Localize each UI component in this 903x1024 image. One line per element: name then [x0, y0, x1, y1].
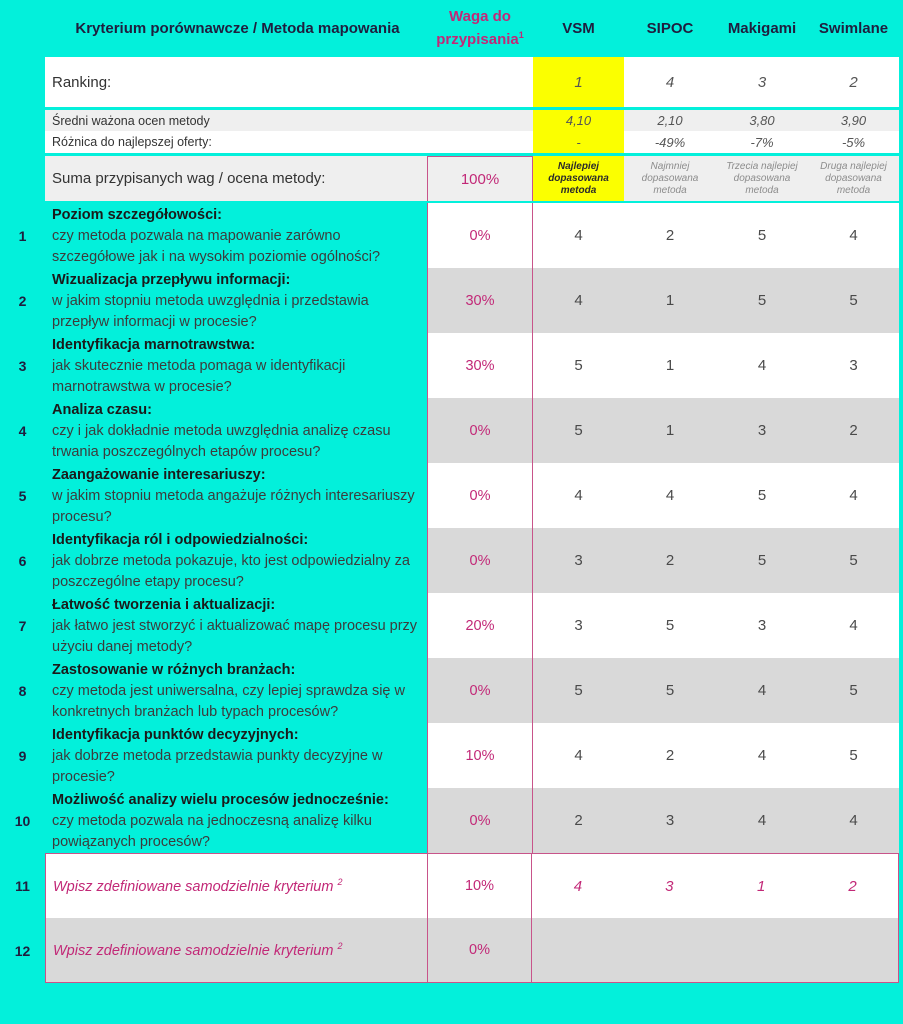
score-makigami: 5	[716, 268, 808, 333]
row-number: 4	[18, 422, 27, 439]
score-makigami: 4	[716, 723, 808, 788]
row-number: 7	[18, 617, 27, 634]
score-vsm: 4	[533, 268, 624, 333]
criterion-title: Zaangażowanie interesariuszy:	[52, 467, 266, 483]
ranking-sipoc: 4	[624, 57, 716, 107]
criterion-title: Identyfikacja punktów decyzyjnych:	[52, 727, 299, 743]
weight-cell[interactable]: 0%	[427, 398, 533, 463]
method-header-makigami: Makigami	[727, 20, 797, 37]
score-makigami: 5	[716, 463, 808, 528]
custom-criterion-input[interactable]: Wpisz zdefiniowane samodzielnie kryterium $^2$	[46, 918, 427, 982]
criterion-title: Zastosowanie w różnych branżach:	[52, 662, 296, 678]
row-number: 3	[18, 357, 27, 374]
criterion-row-10	[0, 788, 899, 853]
score-vsm: 4	[533, 463, 624, 528]
score-makigami: 3	[716, 398, 808, 463]
table-header-row	[0, 0, 899, 57]
row-number: 2	[18, 292, 27, 309]
method-header-swimlane: Swimlane	[818, 20, 889, 37]
criterion-description: jak łatwo jest stworzyć i aktualizować mapę procesu przy użyciu danej metody?	[52, 618, 418, 655]
diff-vsm: -	[533, 131, 624, 153]
weight-header-line1: Waga do	[449, 8, 511, 25]
score-sipoc: 2	[624, 528, 716, 593]
criterion-row-7	[0, 593, 899, 658]
custom-criterion-row-12	[46, 918, 898, 982]
avg-swimlane: 3,90	[808, 110, 899, 131]
weight-column-header	[427, 0, 533, 57]
weight-header-line2: przypisania$^1$	[436, 30, 524, 48]
custom-criterion-input[interactable]: Wpisz zdefiniowane samodzielnie kryterium $^2$	[46, 854, 427, 918]
diff-swimlane: -5%	[808, 131, 899, 153]
footnote-marker-2: 2	[337, 877, 343, 888]
diff-makigami: -7%	[716, 131, 808, 153]
criterion-title: Wizualizacja przepływu informacji:	[52, 272, 291, 288]
footnote-marker-1: 1	[518, 30, 524, 40]
score-swimlane: 2	[808, 398, 899, 463]
score-vsm: 3	[533, 593, 624, 658]
diff-sipoc: -49%	[624, 131, 716, 153]
weight-cell[interactable]: 20%	[427, 593, 533, 658]
criterion-description: czy metoda pozwala na jednoczesną analizę kilku powiązanych procesów?	[52, 813, 372, 850]
score-vsm: 3	[533, 528, 624, 593]
avg-sipoc: 2,10	[624, 110, 716, 131]
weight-cell[interactable]: 30%	[427, 268, 533, 333]
criterion-title: Identyfikacja ról i odpowiedzialności:	[52, 532, 309, 548]
criterion-description: czy metoda pozwala na mapowanie zarówno szczegółowe jak i na wysokim poziomie ogólności?	[52, 228, 381, 265]
ranking-swimlane: 2	[808, 57, 899, 107]
criterion-description: jak dobrze metoda pokazuje, kto jest odpowiedzialny za poszczególne etapy procesu?	[52, 553, 410, 590]
fit-label-swimlane: Druga najlepiej dopasowana metoda	[820, 160, 887, 196]
criterion-row-1	[0, 203, 899, 268]
criterion-row-3	[0, 333, 899, 398]
weight-cell[interactable]: 0%	[427, 918, 533, 982]
score-vsm[interactable]	[532, 918, 623, 982]
score-makigami: 3	[716, 593, 808, 658]
score-sipoc: 1	[624, 333, 716, 398]
score-makigami[interactable]	[715, 918, 807, 982]
score-vsm: 5	[533, 333, 624, 398]
score-swimlane[interactable]	[807, 918, 898, 982]
row-number: 11	[15, 878, 30, 894]
row-number: 5	[18, 487, 27, 504]
avg-vsm: 4,10	[533, 110, 624, 131]
fit-label-vsm: Najlepiej dopasowana metoda	[548, 160, 609, 196]
score-swimlane: 5	[808, 528, 899, 593]
weight-cell[interactable]: 10%	[427, 723, 533, 788]
criterion-description: czy i jak dokładnie metoda uwzględnia analizę czasu trwania poszczególnych etapów procesu?	[52, 423, 391, 460]
score-swimlane: 4	[808, 593, 899, 658]
criterion-title: Poziom szczegółowości:	[52, 207, 222, 223]
score-sipoc: 4	[624, 463, 716, 528]
weight-cell[interactable]: 0%	[427, 463, 533, 528]
score-swimlane: 5	[808, 658, 899, 723]
score-makigami[interactable]: 1	[715, 854, 807, 918]
ranking-vsm: 1	[533, 57, 624, 107]
criterion-description: w jakim stopniu metoda uwzględnia i przedstawia przepływ informacji w procesie?	[52, 293, 369, 330]
score-vsm: 5	[533, 398, 624, 463]
score-makigami: 5	[716, 528, 808, 593]
sum-row	[0, 156, 899, 201]
score-makigami: 5	[716, 203, 808, 268]
criterion-description: jak dobrze metoda przedstawia punkty decyzyjne w procesie?	[52, 748, 383, 785]
row-number: 10	[14, 812, 31, 829]
row-number: 9	[18, 747, 27, 764]
criterion-description: jak skutecznie metoda pomaga w identyfikacji marnotrawstwa w procesie?	[52, 358, 346, 395]
score-sipoc: 5	[624, 658, 716, 723]
weight-cell[interactable]: 10%	[427, 854, 533, 918]
score-sipoc[interactable]	[623, 918, 715, 982]
weighted-average-row	[0, 110, 899, 131]
score-sipoc: 1	[624, 268, 716, 333]
score-sipoc: 5	[624, 593, 716, 658]
score-makigami: 4	[716, 333, 808, 398]
difference-row	[0, 131, 899, 153]
score-swimlane: 4	[808, 203, 899, 268]
weight-cell[interactable]: 0%	[427, 658, 533, 723]
score-sipoc: 1	[624, 398, 716, 463]
score-sipoc: 2	[624, 723, 716, 788]
sum-label: Suma przypisanych wag / ocena metody:	[45, 156, 427, 201]
row-number: 1	[18, 227, 27, 244]
criterion-description: w jakim stopniu metoda angażuje różnych interesariuszy procesu?	[52, 488, 415, 525]
criterion-row-5	[0, 463, 899, 528]
criterion-description: czy metoda jest uniwersalna, czy lepiej sprawdza się w konkretnych branżach lub typach procesów?	[52, 683, 405, 720]
weight-cell[interactable]: 0%	[427, 528, 533, 593]
score-swimlane: 3	[808, 333, 899, 398]
weighted-average-label: Średni ważona ocen metody	[45, 110, 427, 131]
row-number: 12	[14, 943, 31, 959]
header-number-spacer	[0, 0, 45, 57]
score-vsm: 4	[533, 203, 624, 268]
score-vsm[interactable]: 4	[532, 854, 623, 918]
weight-cell[interactable]: 0%	[427, 203, 533, 268]
criterion-title: Analiza czasu:	[52, 402, 152, 418]
weight-cell[interactable]: 0%	[427, 788, 533, 853]
score-sipoc: 3	[624, 788, 716, 853]
criterion-row-9	[0, 723, 899, 788]
criterion-title: Łatwość tworzenia i aktualizacji:	[52, 597, 276, 613]
method-header-vsm: VSM	[562, 20, 595, 37]
criterion-row-2	[0, 268, 899, 333]
score-makigami: 4	[716, 788, 808, 853]
row-number: 8	[18, 682, 27, 699]
custom-criteria-box	[45, 853, 899, 983]
avg-makigami: 3,80	[716, 110, 808, 131]
ranking-makigami: 3	[716, 57, 808, 107]
score-vsm: 5	[533, 658, 624, 723]
criterion-row-4	[0, 398, 899, 463]
criterion-row-8	[0, 658, 899, 723]
score-vsm: 4	[533, 723, 624, 788]
fit-label-makigami: Trzecia najlepiej dopasowana metoda	[726, 160, 798, 196]
score-vsm: 2	[533, 788, 624, 853]
custom-criterion-row-11	[46, 854, 898, 918]
fit-label-sipoc: Najmniej dopasowana metoda	[641, 160, 699, 196]
custom-criteria-block	[0, 853, 899, 983]
weight-cell[interactable]: 30%	[427, 333, 533, 398]
ranking-row	[0, 57, 899, 107]
ranking-label: Ranking:	[45, 57, 427, 107]
score-swimlane: 5	[808, 268, 899, 333]
score-swimlane: 4	[808, 463, 899, 528]
criterion-title: Możliwość analizy wielu procesów jednocześnie:	[52, 792, 389, 808]
score-sipoc: 2	[624, 203, 716, 268]
criterion-row-6	[0, 528, 899, 593]
criteria-column-header: Kryterium porównawcze / Metoda mapowania	[75, 20, 400, 37]
difference-label: Różnica do najlepszej oferty:	[45, 131, 427, 153]
method-header-sipoc: SIPOC	[646, 20, 694, 37]
score-swimlane: 4	[808, 788, 899, 853]
criterion-title: Identyfikacja marnotrawstwa:	[52, 337, 256, 353]
score-swimlane[interactable]: 2	[807, 854, 898, 918]
row-number: 6	[18, 552, 27, 569]
footnote-marker-2: 2	[337, 941, 343, 952]
score-sipoc[interactable]: 3	[623, 854, 715, 918]
weight-total-cell[interactable]: 100%	[427, 156, 533, 201]
score-swimlane: 5	[808, 723, 899, 788]
score-makigami: 4	[716, 658, 808, 723]
